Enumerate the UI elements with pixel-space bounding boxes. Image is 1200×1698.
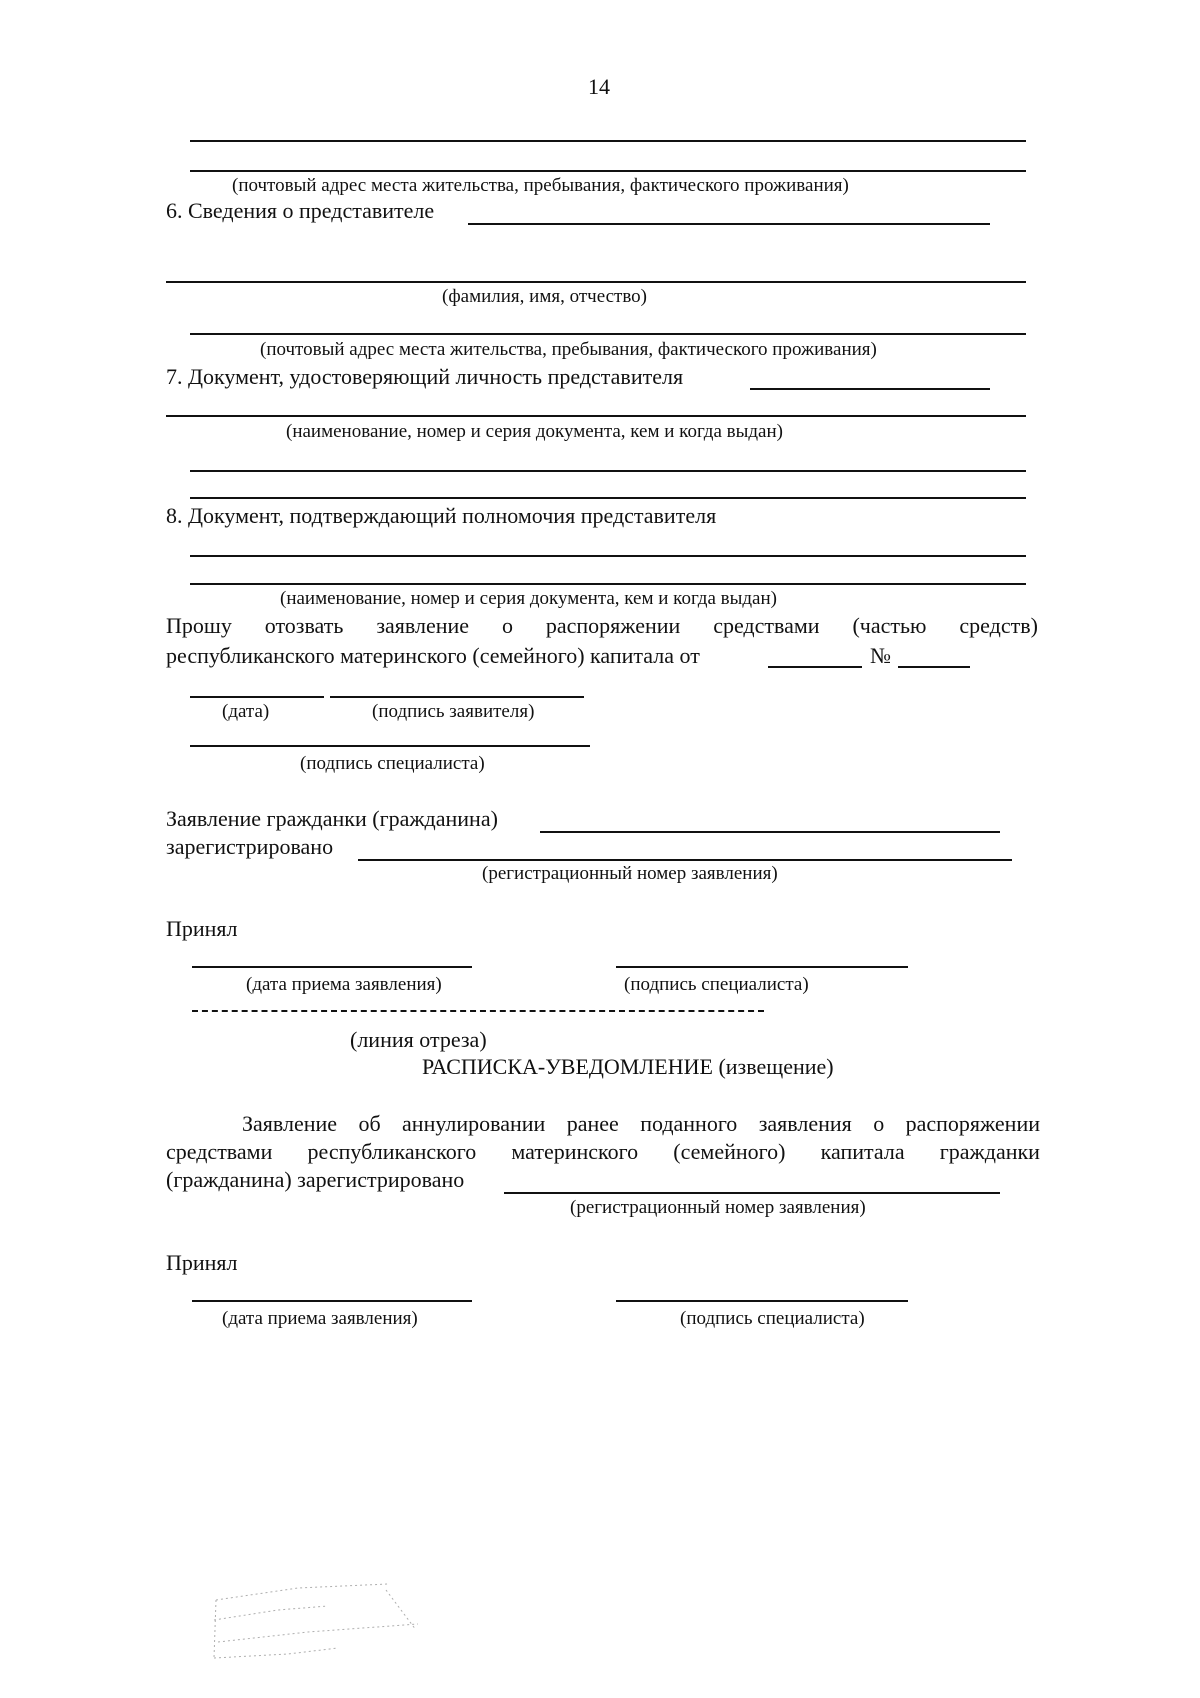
request-word: средствами <box>713 613 820 638</box>
receipt-word: аннулировании <box>402 1111 546 1136</box>
receipt-word: материнского <box>511 1139 639 1164</box>
caption-date: (дата) <box>222 701 270 722</box>
receipt-line-3: (гражданина) зарегистрировано <box>166 1167 465 1192</box>
receipt-title-suffix: (извещение) <box>718 1054 834 1079</box>
specialist-signature-field[interactable] <box>190 745 590 747</box>
receipt-word: о <box>873 1111 885 1136</box>
acceptance-signature-field-2[interactable] <box>616 1300 908 1302</box>
receipt-word: распоряжении <box>905 1111 1040 1136</box>
request-word: отозвать <box>264 613 344 638</box>
item-8-authority-document: 8. Документ, подтверждающий полномочия представителя <box>166 503 717 528</box>
caption-document-2: (наименование, номер и серия документа, кем и когда выдан) <box>280 588 777 609</box>
representative-address-field[interactable] <box>190 333 1026 335</box>
receipt-registration-field[interactable] <box>504 1192 1000 1194</box>
request-word: (частью <box>852 613 927 638</box>
request-word: распоряжении <box>545 613 681 638</box>
date-field[interactable] <box>190 696 324 698</box>
receipt-word: гражданки <box>939 1139 1040 1164</box>
receipt-word: капитала <box>820 1139 905 1164</box>
item-6-representative-info: 6. Сведения о представителе <box>166 198 435 223</box>
receipt-word: об <box>358 1111 381 1136</box>
representative-fio-field[interactable] <box>166 281 1026 283</box>
receipt-word: средствами <box>166 1139 273 1164</box>
applicant-signature-field[interactable] <box>330 696 584 698</box>
faint-stamp-mark <box>208 1580 428 1665</box>
caption-specialist-signature: (подпись специалиста) <box>300 753 485 774</box>
identity-document-field[interactable] <box>750 388 990 390</box>
postal-address-line-1[interactable] <box>190 140 1026 142</box>
caption-specialist-signature-2: (подпись специалиста) <box>624 974 809 995</box>
caption-reg-number-2: (регистрационный номер заявления) <box>570 1197 866 1218</box>
caption-postal-address: (почтовый адрес места жительства, пребывания, фактического проживания) <box>232 175 849 196</box>
acceptance-date-field-2[interactable] <box>192 1300 472 1302</box>
accepted-label-2: Принял <box>166 1250 238 1275</box>
applicant-name-field[interactable] <box>540 831 1000 833</box>
caption-fio: (фамилия, имя, отчество) <box>442 286 648 307</box>
receipt-title-main: РАСПИСКА-УВЕДОМЛЕНИЕ <box>422 1054 713 1079</box>
page-number: 14 <box>588 74 610 99</box>
acceptance-date-field[interactable] <box>192 966 472 968</box>
request-word: средств) <box>959 613 1038 638</box>
cut-line[interactable] <box>192 1010 764 1012</box>
receipt-word: Заявление <box>242 1111 338 1136</box>
identity-document-field-2[interactable] <box>166 415 1026 417</box>
receipt-line-2 <box>166 1141 1040 1163</box>
registered-label: зарегистрировано <box>166 834 334 859</box>
request-word: заявление <box>376 613 470 638</box>
identity-document-field-3[interactable] <box>190 470 1026 472</box>
application-of-label: Заявление гражданки (гражданина) <box>166 806 498 831</box>
receipt-title <box>422 1056 834 1078</box>
request-word: Прошу <box>166 613 232 638</box>
accepted-label: Принял <box>166 916 238 941</box>
caption-cut-line: (линия отреза) <box>350 1027 487 1052</box>
postal-address-line-2[interactable] <box>190 170 1026 172</box>
caption-postal-address-2: (почтовый адрес места жительства, пребывания, фактического проживания) <box>260 339 877 360</box>
caption-applicant-signature: (подпись заявителя) <box>372 701 535 722</box>
authority-document-field-1[interactable] <box>190 555 1026 557</box>
receipt-line-1 <box>242 1113 1040 1135</box>
caption-reg-number: (регистрационный номер заявления) <box>482 863 778 884</box>
receipt-word: ранее <box>566 1111 619 1136</box>
identity-document-field-4[interactable] <box>190 497 1026 499</box>
representative-info-field[interactable] <box>468 223 990 225</box>
caption-document: (наименование, номер и серия документа, кем и когда выдан) <box>286 421 783 442</box>
receipt-word: заявления <box>758 1111 852 1136</box>
request-word: о <box>501 613 513 638</box>
number-sign: № <box>870 643 891 668</box>
receipt-word: (семейного) <box>673 1139 786 1164</box>
item-7-identity-document: 7. Документ, удостоверяющий личность представителя <box>166 364 684 389</box>
request-line-1 <box>166 615 1038 637</box>
request-line-2: республиканского материнского (семейного) капитала от <box>166 643 700 668</box>
application-number-field[interactable] <box>898 666 970 668</box>
caption-specialist-signature-3: (подпись специалиста) <box>680 1308 865 1329</box>
acceptance-signature-field[interactable] <box>616 966 908 968</box>
caption-acceptance-date: (дата приема заявления) <box>246 974 442 995</box>
receipt-word: поданного <box>640 1111 738 1136</box>
application-date-field[interactable] <box>768 666 862 668</box>
registration-number-field[interactable] <box>358 859 1012 861</box>
caption-acceptance-date-2: (дата приема заявления) <box>222 1308 418 1329</box>
receipt-word: республиканского <box>307 1139 477 1164</box>
authority-document-field-2[interactable] <box>190 583 1026 585</box>
